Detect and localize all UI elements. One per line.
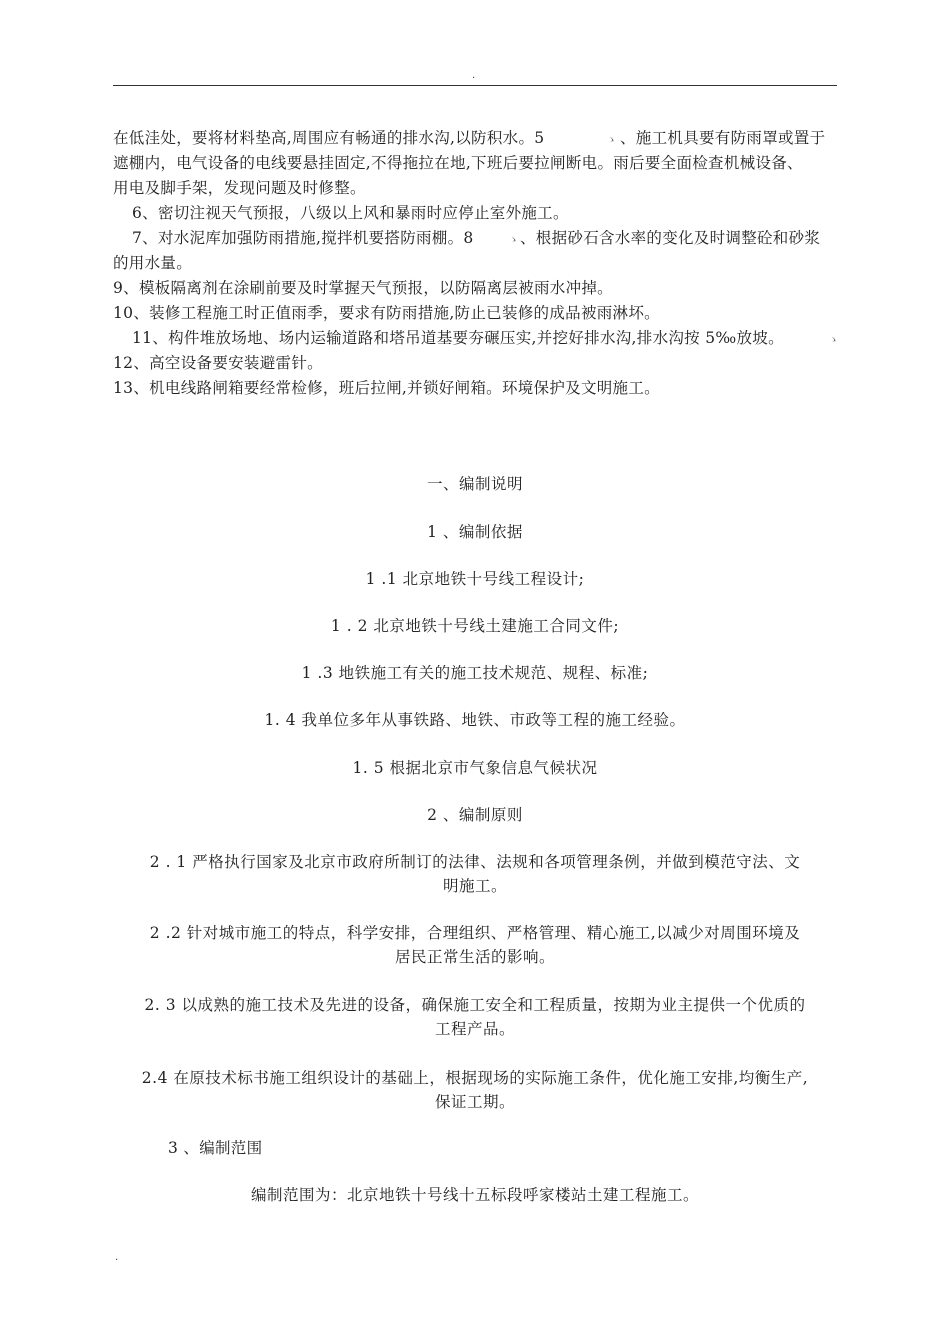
list-item-continued: 工程产品。 xyxy=(434,1020,515,1038)
bullet-mark: ゝ xyxy=(508,233,520,246)
paragraph-line: 11、构件堆放场地、场内运输道路和塔吊道基要夯碾压实,并挖好排水沟,排水沟按 5‰放坡。 xyxy=(132,329,784,347)
list-item: 2 . 1 严格执行国家及北京市政府所制订的法律、法规和各项管理条例，并做到模范守法、文 xyxy=(149,853,801,871)
paragraph-line: 13、机电线路闸箱要经常检修，班后拉闸,并锁好闸箱。环境保护及文明施工。 xyxy=(113,379,660,397)
subsection-title: 1 、编制依据 xyxy=(427,523,523,541)
paragraph-line: 、施工机具要有防雨罩或置于 xyxy=(620,129,826,147)
paragraph-line: 10、装修工程施工时正值雨季，要求有防雨措施,防止已装修的成品被雨淋坏。 xyxy=(113,304,660,322)
paragraph-line: 、根据砂石含水率的变化及时调整砼和砂浆 xyxy=(520,229,821,247)
subsection-title: 2 、编制原则 xyxy=(427,806,523,824)
subsection-title: 3 、编制范围 xyxy=(168,1139,263,1157)
paragraph-line: 的用水量。 xyxy=(113,254,193,272)
bullet-mark: ゝ xyxy=(828,333,840,346)
paragraph-line: 9、模板隔离剂在涂刷前要及时掌握天气预报，以防隔离层被雨水冲掉。 xyxy=(113,279,613,297)
footer-dot: . xyxy=(115,1252,119,1263)
paragraph-line: 7、对水泥库加强防雨措施,搅拌机要搭防雨棚。8 xyxy=(132,229,474,247)
list-item: 2 .2 针对城市施工的特点，科学安排，合理组织、严格管理、精心施工,以减少对周围环境及 xyxy=(149,924,801,942)
list-item: 1. 5 根据北京市气象信息气候状况 xyxy=(352,759,598,777)
list-item: 1 .3 地铁施工有关的施工技术规范、规程、标准; xyxy=(301,664,649,682)
list-item: 1. 4 我单位多年从事铁路、地铁、市政等工程的施工经验。 xyxy=(264,711,686,729)
paragraph-line: 用电及脚手架，发现问题及时修整。 xyxy=(113,179,366,197)
list-item-continued: 明施工。 xyxy=(442,877,507,895)
header-dot: . xyxy=(472,70,476,81)
paragraph-line: 遮棚内，电气设备的电线要悬挂固定,不得拖拉在地,下班后要拉闸断电。雨后要全面检查机械设备、 xyxy=(113,154,803,172)
paragraph-line: 6、密切注视天气预报，八级以上风和暴雨时应停止室外施工。 xyxy=(132,204,569,222)
list-item-continued: 保证工期。 xyxy=(434,1093,515,1111)
scope-text: 编制范围为：北京地铁十号线十五标段呼家楼站土建工程施工。 xyxy=(250,1186,699,1204)
paragraph-line: 12、高空设备要安装避雷针。 xyxy=(113,354,323,372)
header-rule xyxy=(113,85,837,86)
list-item: 1 .1 北京地铁十号线工程设计; xyxy=(365,570,585,588)
bullet-mark: ゝ xyxy=(606,133,618,146)
list-item: 2. 3 以成熟的施工技术及先进的设备，确保施工安全和工程质量，按期为业主提供一个优质的 xyxy=(144,996,806,1014)
paragraph-line: 在低洼处，要将材料垫高,周围应有畅通的排水沟,以防积水。5 xyxy=(113,129,545,147)
list-item: 2.4 在原技术标书施工组织设计的基础上，根据现场的实际施工条件，优化施工安排,均衡生产, xyxy=(141,1069,809,1087)
list-item: 1 . 2 北京地铁十号线土建施工合同文件; xyxy=(330,617,620,635)
list-item-continued: 居民正常生活的影响。 xyxy=(394,948,555,966)
section-title: 一、编制说明 xyxy=(426,475,523,493)
